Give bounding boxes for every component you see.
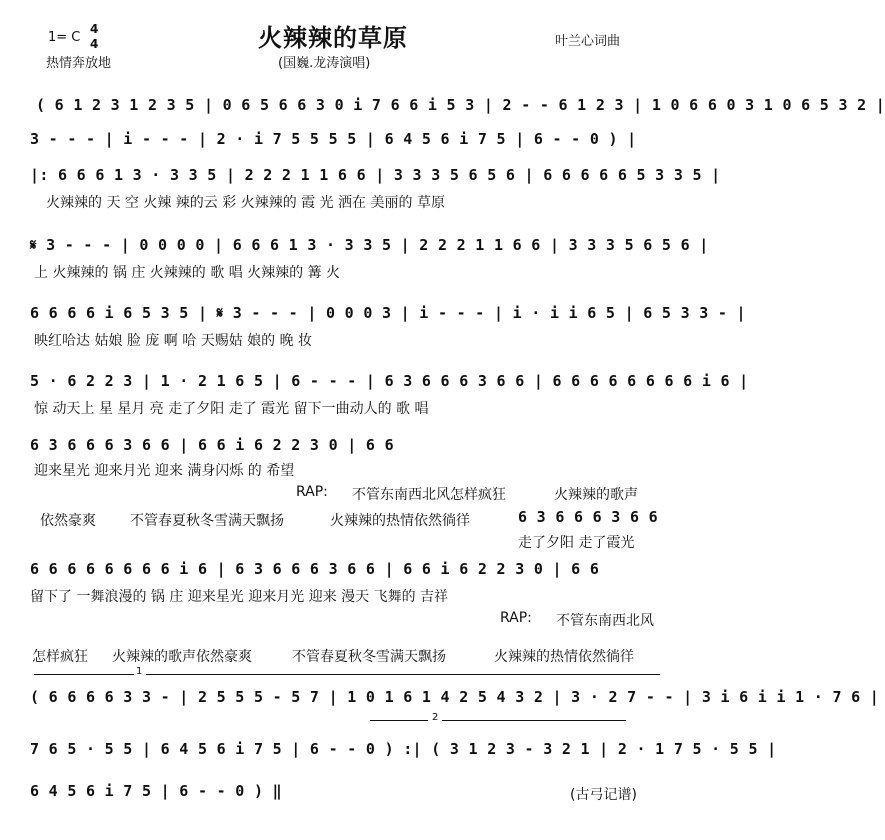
rap-line-5: 火辣辣的热情依然徜徉 bbox=[330, 513, 470, 529]
volta-2-bracket-ext bbox=[442, 720, 626, 721]
rap-line-10: 火辣辣的热情依然徜徉 bbox=[494, 649, 634, 665]
volta-2-bracket bbox=[370, 720, 428, 721]
score-row-2: 3 - - - | i - - - | 2 · i 7 5 5 5 5 | 6 4 5 6 i 7 5 | 6 - - 0 ) | bbox=[30, 130, 637, 148]
composer-credit: 叶兰心词曲 bbox=[555, 34, 621, 49]
score-row-6: 5 · 6 2 2 3 | 1 · 2 1 6 5 | 6 - - - | 6 3 6 6 6 3 6 6 | 6 6 6 6 6 6 6 6 i 6 | bbox=[30, 372, 749, 390]
rap-line-9: 不管春夏秋冬雪满天飘扬 bbox=[292, 649, 446, 665]
tempo-marking: 热情奔放地 bbox=[46, 56, 112, 71]
score-row-5: 6 6 6 6 i 6 5 3 5 | 𝄋 3 - - - | 0 0 0 3 | i - - - | i · i i 6 5 | 6 5 3 3 - | bbox=[30, 304, 746, 322]
score-row-4: 𝄋 3 - - - | 0 0 0 0 | 6 6 6 1 3 · 3 3 5 | 2 2 2 1 1 6 6 | 3 3 3 5 6 5 6 | bbox=[30, 236, 709, 254]
song-title: 火辣辣的草原 bbox=[258, 23, 408, 52]
rap-line-6: 不管东南西北风 bbox=[556, 613, 654, 629]
score-row-8: 6 3 6 6 6 3 6 6 bbox=[518, 508, 658, 526]
volta-2-number: 2 bbox=[432, 712, 439, 723]
lyric-row-6: 惊 动天上 星 星月 亮 走了夕阳 走了 霞光 留下一曲动人的 歌 唱 bbox=[34, 401, 429, 417]
rap-line-7: 怎样疯狂 bbox=[32, 649, 88, 665]
lyric-row-8: 走了夕阳 走了霞光 bbox=[518, 535, 635, 551]
score-row-11: 7 6 5 · 5 5 | 6 4 5 6 i 7 5 | 6 - - 0 ) :| ( 3 1 2 3 - 3 2 1 | 2 · 1 7 5 · 5 5 | bbox=[30, 740, 777, 758]
rap-label: RAP: bbox=[296, 484, 328, 500]
score-row-3: |: 6 6 6 1 3 · 3 3 5 | 2 2 2 1 1 6 6 | 3 3 3 5 6 5 6 | 6 6 6 6 6 5 3 3 5 | bbox=[30, 166, 721, 184]
score-row-10: ( 6 6 6 6 3 3 - | 2 5 5 5 - 5 7 | 1 0 1 6 1 4 2 5 4 3 2 | 3 · 2 7 - - | 3 i 6 i i 1 · 7 6 | bbox=[30, 688, 880, 706]
performers: (国巍.龙涛演唱) bbox=[278, 56, 371, 71]
rap-line-1: 不管东南西北风怎样疯狂 bbox=[352, 487, 506, 503]
rap-line-4: 不管春夏秋冬雪满天飘扬 bbox=[130, 513, 284, 529]
rap-line-2: 火辣辣的歌声 bbox=[554, 487, 638, 503]
lyric-row-3: 火辣辣的 天 空 火辣 辣的云 彩 火辣辣的 霞 光 洒在 美丽的 草原 bbox=[46, 195, 445, 211]
lyric-row-5: 映红哈达 姑娘 脸 庞 啊 哈 天赐姑 娘的 晚 妆 bbox=[34, 333, 313, 349]
volta-1-number: 1 bbox=[136, 666, 143, 677]
lyric-row-7: 迎来星光 迎来月光 迎来 满身闪烁 的 希望 bbox=[34, 463, 295, 479]
score-row-1: ( 6 1 2 3 1 2 3 5 | 0 6 5 6 6 3 0 i 7 6 6 i 5 3 | 2 - - 6 1 2 3 | 1 0 6 6 0 3 1 0 6 5 3 2 | bbox=[36, 96, 885, 114]
rap-label-2: RAP: bbox=[500, 610, 532, 626]
time-signature-top: 4 bbox=[90, 22, 99, 36]
transcriber-credit: (古弓记谱) bbox=[570, 787, 637, 803]
lyric-row-4: 上 火辣辣的 锅 庄 火辣辣的 歌 唱 火辣辣的 篝 火 bbox=[34, 265, 341, 281]
volta-1-bracket bbox=[34, 674, 134, 675]
score-row-7: 6 3 6 6 6 3 6 6 | 6 6 i 6 2 2 3 0 | 6 6 bbox=[30, 436, 394, 454]
score-row-12: 6 4 5 6 i 7 5 | 6 - - 0 ) ‖ bbox=[30, 782, 282, 800]
lyric-row-9: 留下了 一舞浪漫的 锅 庄 迎来星光 迎来月光 迎来 漫天 飞舞的 吉祥 bbox=[30, 589, 449, 605]
volta-1-bracket-ext bbox=[146, 674, 660, 675]
score-row-9: 6 6 6 6 6 6 6 6 i 6 | 6 3 6 6 6 3 6 6 | 6 6 i 6 2 2 3 0 | 6 6 bbox=[30, 560, 600, 578]
key-signature: 1= C bbox=[48, 30, 81, 45]
time-signature-bottom: 4 bbox=[90, 37, 99, 51]
rap-line-3: 依然豪爽 bbox=[40, 513, 96, 529]
rap-line-8: 火辣辣的歌声依然豪爽 bbox=[112, 649, 252, 665]
